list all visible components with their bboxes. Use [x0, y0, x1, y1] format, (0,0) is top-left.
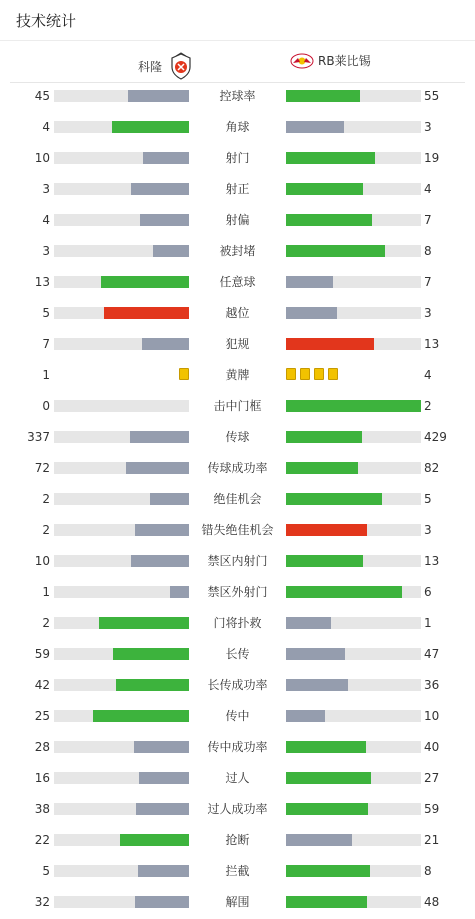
- away-stat-bar: [286, 679, 421, 691]
- home-stat-bar-fill: [101, 276, 189, 288]
- home-stat-bar-fill: [130, 431, 189, 443]
- stat-label: 传球: [225, 430, 250, 444]
- stat-label: 角球: [225, 120, 250, 134]
- home-stat-bar: [54, 276, 189, 288]
- away-stat-value: 5: [424, 492, 432, 506]
- stat-row: [0, 86, 475, 106]
- home-stat-value: 3: [42, 182, 50, 196]
- home-stat-value: 13: [34, 275, 50, 289]
- away-stat-value: 7: [424, 213, 432, 227]
- away-stat-bar-fill: [286, 803, 368, 815]
- stat-label: 射门: [225, 151, 250, 165]
- away-stat-bar: [286, 524, 421, 536]
- stat-label: 过人: [225, 771, 250, 785]
- home-stat-value: 10: [34, 554, 50, 568]
- stat-row: [0, 799, 475, 819]
- stat-label: 拦截: [225, 864, 250, 878]
- home-stat-bar: [54, 586, 189, 598]
- away-stat-value: 13: [424, 554, 440, 568]
- home-stat-value: 7: [42, 337, 50, 351]
- home-stat-value: 337: [27, 430, 50, 444]
- home-stat-bar: [54, 245, 189, 257]
- home-stat-bar-fill: [116, 679, 189, 691]
- stat-row: [0, 892, 475, 912]
- away-stat-bar: [286, 617, 421, 629]
- home-stat-value: 2: [42, 523, 50, 537]
- home-stat-bar: [54, 617, 189, 629]
- away-stat-bar: [286, 586, 421, 598]
- away-stat-bar-fill: [286, 617, 331, 629]
- stat-row: [0, 830, 475, 850]
- home-stat-value: 2: [42, 616, 50, 630]
- stat-row: [0, 365, 475, 385]
- yellow-card-icon: [328, 368, 338, 380]
- home-stat-value: 1: [42, 368, 50, 382]
- away-stat-value: 21: [424, 833, 440, 847]
- away-stat-bar: [286, 648, 421, 660]
- home-stat-bar: [54, 710, 189, 722]
- stat-row: [0, 179, 475, 199]
- stat-label: 黄牌: [225, 368, 250, 382]
- yellow-card-icon: [314, 368, 324, 380]
- home-stat-bar: [54, 834, 189, 846]
- home-stat-bar-fill: [126, 462, 189, 474]
- home-stat-bar: [54, 679, 189, 691]
- stat-row: [0, 706, 475, 726]
- home-stat-value: 72: [34, 461, 50, 475]
- home-stat-bar: [54, 741, 189, 753]
- away-stat-value: 4: [424, 182, 432, 196]
- home-stat-bar-fill: [131, 555, 189, 567]
- stat-label: 击中门框: [213, 399, 262, 413]
- away-stat-bar-fill: [286, 586, 402, 598]
- away-stat-bar-fill: [286, 648, 345, 660]
- away-stat-bar: [286, 896, 421, 908]
- away-stat-value: 27: [424, 771, 440, 785]
- team-divider: [10, 82, 465, 83]
- home-stat-bar-fill: [128, 90, 189, 102]
- away-stat-bar-fill: [286, 152, 375, 164]
- stat-row: [0, 117, 475, 137]
- away-yellow-cards: [286, 368, 338, 382]
- home-stat-value: 22: [34, 833, 50, 847]
- page-title: 技术统计: [16, 12, 77, 30]
- away-stat-bar-fill: [286, 555, 363, 567]
- away-stat-value: 3: [424, 306, 432, 320]
- yellow-card-icon: [179, 368, 189, 380]
- stat-label: 传中: [225, 709, 250, 723]
- stat-label: 射偏: [225, 213, 250, 227]
- away-stat-bar-fill: [286, 214, 372, 226]
- home-stat-value: 5: [42, 864, 50, 878]
- stat-row: [0, 489, 475, 509]
- stat-row: [0, 613, 475, 633]
- home-stat-bar: [54, 338, 189, 350]
- away-stat-value: 10: [424, 709, 440, 723]
- away-stat-bar-fill: [286, 865, 370, 877]
- home-yellow-cards: [179, 368, 189, 382]
- home-stat-bar-fill: [153, 245, 189, 257]
- away-stat-bar: [286, 834, 421, 846]
- stat-label: 被封堵: [219, 244, 256, 258]
- stat-label: 控球率: [219, 89, 256, 103]
- stat-row: [0, 551, 475, 571]
- home-stat-bar-fill: [138, 865, 189, 877]
- away-stat-value: 47: [424, 647, 440, 661]
- stat-row: [0, 303, 475, 323]
- home-stat-bar: [54, 865, 189, 877]
- away-stat-bar: [286, 431, 421, 443]
- away-stat-bar-fill: [286, 834, 352, 846]
- home-stat-bar-fill: [131, 183, 189, 195]
- stat-row: [0, 334, 475, 354]
- stat-label: 禁区内射门: [207, 554, 268, 568]
- stat-label: 抢断: [225, 833, 250, 847]
- home-stat-value: 28: [34, 740, 50, 754]
- away-stat-bar-fill: [286, 121, 344, 133]
- away-stat-bar: [286, 214, 421, 226]
- away-stat-bar: [286, 865, 421, 877]
- stat-label: 传中成功率: [207, 740, 268, 754]
- away-stat-value: 36: [424, 678, 440, 692]
- away-stat-bar-fill: [286, 772, 371, 784]
- home-stat-value: 59: [34, 647, 50, 661]
- home-stat-bar-fill: [136, 803, 189, 815]
- stat-label: 过人成功率: [207, 802, 268, 816]
- stat-row: [0, 241, 475, 261]
- home-stat-bar: [54, 90, 189, 102]
- home-stat-bar: [54, 307, 189, 319]
- away-stat-bar-fill: [286, 245, 385, 257]
- stat-label: 解围: [225, 895, 250, 909]
- away-stat-bar-fill: [286, 493, 382, 505]
- away-stat-bar: [286, 741, 421, 753]
- away-stat-bar: [286, 555, 421, 567]
- away-stat-bar: [286, 121, 421, 133]
- stat-row: [0, 148, 475, 168]
- away-stat-bar-fill: [286, 276, 333, 288]
- home-stat-bar-fill: [170, 586, 189, 598]
- home-stat-bar: [54, 431, 189, 443]
- stat-label: 任意球: [219, 275, 256, 289]
- home-stat-bar: [54, 400, 189, 412]
- away-stat-value: 429: [424, 430, 447, 444]
- home-stat-bar-fill: [142, 338, 189, 350]
- away-stat-value: 1: [424, 616, 432, 630]
- away-stat-value: 40: [424, 740, 440, 754]
- away-stat-bar: [286, 152, 421, 164]
- home-team[interactable]: [138, 52, 194, 80]
- away-stat-bar-fill: [286, 431, 362, 443]
- away-stat-value: 48: [424, 895, 440, 909]
- home-stat-value: 38: [34, 802, 50, 816]
- home-stat-value: 32: [34, 895, 50, 909]
- away-stat-bar: [286, 493, 421, 505]
- away-stat-value: 55: [424, 89, 440, 103]
- home-stat-bar-fill: [93, 710, 189, 722]
- away-stat-value: 6: [424, 585, 432, 599]
- stat-label: 禁区外射门: [207, 585, 268, 599]
- away-stat-bar: [286, 245, 421, 257]
- stat-label: 长传: [225, 647, 250, 661]
- home-stat-bar-fill: [140, 214, 189, 226]
- home-stat-bar-fill: [150, 493, 189, 505]
- stat-row: [0, 644, 475, 664]
- home-stat-bar: [54, 121, 189, 133]
- stat-label: 犯规: [225, 337, 250, 351]
- home-stat-bar: [54, 555, 189, 567]
- home-stat-bar: [54, 648, 189, 660]
- away-stat-bar-fill: [286, 183, 363, 195]
- stat-label: 长传成功率: [207, 678, 268, 692]
- stat-row: [0, 427, 475, 447]
- home-stat-value: 0: [42, 399, 50, 413]
- stat-row: [0, 396, 475, 416]
- title-divider: [0, 40, 475, 41]
- stat-row: [0, 768, 475, 788]
- away-team-logo-icon: [290, 53, 314, 69]
- yellow-card-icon: [286, 368, 296, 380]
- home-stat-bar-fill: [112, 121, 189, 133]
- away-stat-value: 8: [424, 244, 432, 258]
- away-stat-value: 82: [424, 461, 440, 475]
- stat-row: [0, 582, 475, 602]
- stat-label: 射正: [225, 182, 250, 196]
- away-stat-bar: [286, 338, 421, 350]
- away-stat-bar-fill: [286, 90, 360, 102]
- home-stat-bar: [54, 772, 189, 784]
- away-stat-bar: [286, 276, 421, 288]
- away-stat-bar: [286, 772, 421, 784]
- away-stat-value: 4: [424, 368, 432, 382]
- home-stat-bar: [54, 493, 189, 505]
- away-stat-bar-fill: [286, 710, 325, 722]
- away-stat-bar-fill: [286, 896, 367, 908]
- away-stat-bar-fill: [286, 741, 366, 753]
- stat-row: [0, 737, 475, 757]
- stat-label: 门将扑救: [213, 616, 262, 630]
- away-stat-bar: [286, 400, 421, 412]
- away-stat-value: 13: [424, 337, 440, 351]
- away-stat-value: 7: [424, 275, 432, 289]
- stat-row: [0, 520, 475, 540]
- home-stat-bar: [54, 896, 189, 908]
- away-stat-value: 3: [424, 120, 432, 134]
- home-stat-value: 1: [42, 585, 50, 599]
- home-stat-bar-fill: [135, 524, 189, 536]
- stat-row: [0, 272, 475, 292]
- yellow-card-icon: [300, 368, 310, 380]
- stat-label: 越位: [225, 306, 250, 320]
- stat-label: 绝佳机会: [213, 492, 262, 506]
- home-stat-bar-fill: [113, 648, 189, 660]
- home-stat-bar-fill: [139, 772, 189, 784]
- home-stat-bar: [54, 214, 189, 226]
- home-stat-bar-fill: [120, 834, 189, 846]
- away-stat-value: 2: [424, 399, 432, 413]
- home-stat-bar-fill: [104, 307, 189, 319]
- home-stat-value: 42: [34, 678, 50, 692]
- home-stat-bar: [54, 803, 189, 815]
- away-stat-bar-fill: [286, 307, 337, 319]
- away-stat-bar: [286, 462, 421, 474]
- home-stat-bar-fill: [99, 617, 189, 629]
- home-team-logo-icon: [168, 52, 194, 80]
- home-stat-bar: [54, 524, 189, 536]
- home-stat-value: 4: [42, 213, 50, 227]
- away-stat-bar-fill: [286, 679, 348, 691]
- away-stat-value: 3: [424, 523, 432, 537]
- home-stat-value: 10: [34, 151, 50, 165]
- away-team-name: RB莱比锡: [318, 54, 371, 68]
- away-stat-bar: [286, 710, 421, 722]
- stat-row: [0, 861, 475, 881]
- away-team[interactable]: [290, 52, 371, 69]
- away-stat-value: 19: [424, 151, 440, 165]
- home-stat-value: 25: [34, 709, 50, 723]
- away-stat-value: 8: [424, 864, 432, 878]
- home-stat-bar-fill: [143, 152, 189, 164]
- home-stat-value: 4: [42, 120, 50, 134]
- stat-label: 错失绝佳机会: [201, 523, 274, 537]
- home-stat-value: 16: [34, 771, 50, 785]
- away-stat-bar-fill: [286, 462, 358, 474]
- stat-row: [0, 458, 475, 478]
- away-stat-bar-fill: [286, 400, 421, 412]
- away-stat-bar: [286, 183, 421, 195]
- home-stat-value: 5: [42, 306, 50, 320]
- home-stat-value: 3: [42, 244, 50, 258]
- away-stat-bar: [286, 90, 421, 102]
- home-stat-bar: [54, 462, 189, 474]
- away-stat-bar: [286, 803, 421, 815]
- home-stat-bar-fill: [134, 741, 189, 753]
- away-stat-value: 59: [424, 802, 440, 816]
- stat-row: [0, 210, 475, 230]
- stat-row: [0, 675, 475, 695]
- home-stat-bar: [54, 183, 189, 195]
- home-stat-bar-fill: [135, 896, 189, 908]
- stat-label: 传球成功率: [207, 461, 268, 475]
- home-stat-bar: [54, 152, 189, 164]
- home-team-name: 科隆: [138, 59, 163, 74]
- away-stat-bar: [286, 307, 421, 319]
- home-stat-value: 2: [42, 492, 50, 506]
- away-stat-bar-fill: [286, 524, 367, 536]
- home-stat-value: 45: [34, 89, 50, 103]
- away-stat-bar-fill: [286, 338, 374, 350]
